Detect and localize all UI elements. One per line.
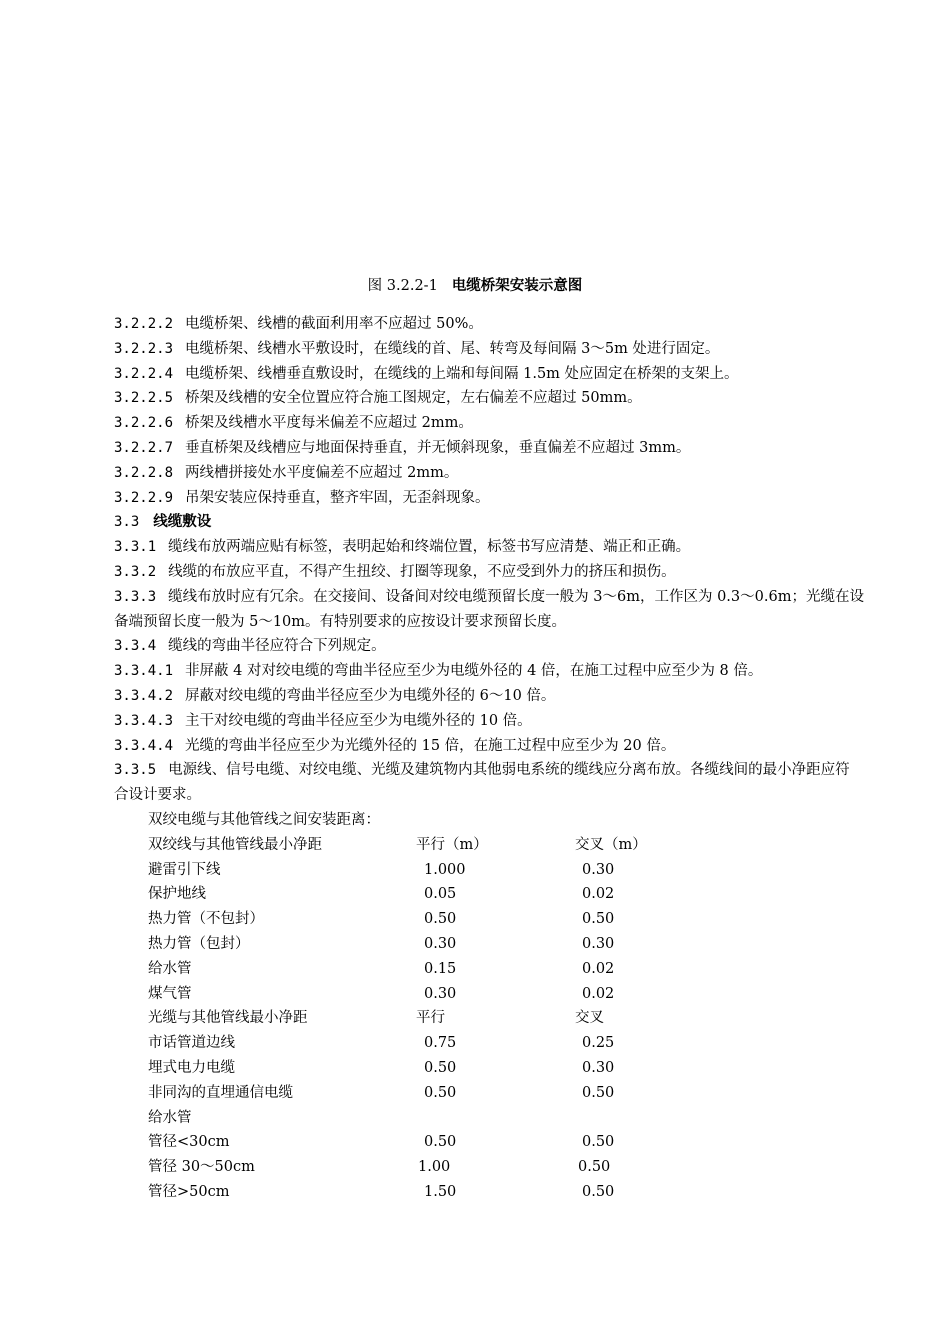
table-row — [148, 957, 864, 982]
clause-paragraph — [114, 758, 864, 808]
clause-text: 光缆的弯曲半径应至少为光缆外径的 15 倍，在施工过程中应至少为 20 倍。 — [185, 737, 676, 754]
table-cell-parallel: 0.30 — [424, 985, 457, 1002]
clause-number: 3.2.2.6 — [114, 415, 174, 432]
clause-number: 3.2.2.4 — [114, 365, 174, 382]
table-cell-parallel: 0.50 — [424, 1084, 457, 1101]
table-header-row — [148, 833, 864, 858]
table-row — [148, 932, 864, 957]
distance-table — [148, 808, 864, 1205]
clause-number: 3.3.4.3 — [114, 712, 174, 729]
paragraph-group-3-3 — [114, 535, 864, 808]
table-cell-parallel: 0.50 — [424, 911, 457, 928]
clause-number: 3.3.4.2 — [114, 687, 174, 704]
clause-number: 3.3.4 — [114, 638, 157, 655]
table-cell-cross: 0.50 — [582, 911, 615, 928]
clause-text: 缆线布放时应有冗余。在交接间、设备间对绞电缆预留长度一般为 3～6m，工作区为 0.3～0.6m；光缆在设备端预留长度一般为 5～10m。有特别要求的应按设计要求预留长度。 — [114, 588, 864, 630]
clause-text: 主干对绞电缆的弯曲半径应至少为电缆外径的 10 倍。 — [185, 712, 532, 729]
table-cell-item: 给水管 — [148, 960, 192, 977]
clause-number: 3.2.2.5 — [114, 390, 174, 407]
table-cell-parallel: 平行（m） — [416, 836, 488, 853]
table-cell-parallel: 0.50 — [424, 1059, 457, 1076]
table-row — [148, 882, 864, 907]
clause-text: 垂直桥架及线槽应与地面保持垂直，并无倾斜现象，垂直偏差不应超过 3mm。 — [185, 439, 691, 456]
table-cell-item: 双绞线与其他管线最小净距 — [148, 836, 322, 853]
table-cell-item: 市话管道边线 — [148, 1035, 235, 1052]
table-cell-parallel: 1.000 — [424, 861, 466, 878]
table-cell-parallel: 1.50 — [424, 1183, 457, 1200]
clause-paragraph — [114, 486, 864, 511]
clause-number: 3.3.1 — [114, 539, 157, 556]
table-cell-cross: 0.02 — [582, 960, 615, 977]
clause-paragraph — [114, 659, 864, 684]
clause-paragraph — [114, 362, 864, 387]
clause-text: 两线槽拼接处水平度偏差不应超过 2mm。 — [185, 464, 459, 481]
table-cell-item: 管径>50cm — [148, 1183, 230, 1200]
clause-paragraph — [114, 734, 864, 759]
distance-table-rows — [148, 833, 864, 1205]
table-cell-item: 非同沟的直埋通信电缆 — [148, 1084, 293, 1101]
clause-text: 电缆桥架、线槽水平敷设时，在缆线的首、尾、转弯及每间隔 3～5m 处进行固定。 — [185, 340, 720, 357]
clause-text: 非屏蔽 4 对对绞电缆的弯曲半径应至少为电缆外径的 4 倍，在施工过程中应至少为 8 倍。 — [185, 663, 763, 680]
clause-paragraph — [114, 634, 864, 659]
table-cell-item: 保护地线 — [148, 886, 206, 903]
clause-paragraph — [114, 709, 864, 734]
clause-paragraph — [114, 312, 864, 337]
table-cell-parallel: 0.75 — [424, 1035, 457, 1052]
clause-paragraph — [114, 585, 864, 635]
table-cell-parallel: 1.00 — [418, 1159, 451, 1176]
table-row — [148, 1031, 864, 1056]
table-cell-cross: 0.02 — [582, 985, 615, 1002]
table-cell-cross: 0.30 — [582, 935, 615, 952]
body-text — [114, 312, 864, 1205]
table-cell-cross: 0.50 — [582, 1084, 615, 1101]
table-cell-cross: 交叉（m） — [575, 836, 647, 853]
figure-caption — [0, 276, 950, 296]
clause-paragraph — [114, 461, 864, 486]
table-cell-parallel: 0.30 — [424, 935, 457, 952]
table-row — [148, 1056, 864, 1081]
clause-text: 缆线的弯曲半径应符合下列规定。 — [168, 638, 386, 655]
paragraph-group-3-2-2 — [114, 312, 864, 510]
table-cell-item: 避雷引下线 — [148, 861, 221, 878]
clause-number: 3.2.2.7 — [114, 439, 174, 456]
clause-number: 3.2.2.3 — [114, 340, 174, 357]
table-cell-cross: 0.02 — [582, 886, 615, 903]
table-row — [148, 1081, 864, 1106]
clause-paragraph — [114, 436, 864, 461]
section-title: 线缆敷设 — [153, 514, 212, 531]
clause-text: 屏蔽对绞电缆的弯曲半径应至少为电缆外径的 6～10 倍。 — [185, 687, 556, 704]
clause-paragraph — [114, 535, 864, 560]
clause-number: 3.2.2.2 — [114, 316, 174, 332]
table-cell-cross: 交叉 — [575, 1010, 604, 1027]
clause-paragraph — [114, 386, 864, 411]
clause-paragraph — [114, 560, 864, 585]
table-cell-item: 管径 30～50cm — [148, 1159, 255, 1176]
distance-table-intro: 双绞电缆与其他管线之间安装距离： — [148, 811, 380, 828]
table-row — [148, 1155, 864, 1180]
section-heading — [114, 510, 864, 535]
figure-title: 电缆桥架安装示意图 — [451, 278, 583, 294]
table-cell-parallel: 0.15 — [424, 960, 457, 977]
table-row — [148, 907, 864, 932]
clause-number: 3.2.2.8 — [114, 464, 174, 481]
clause-number: 3.3.5 — [114, 762, 157, 779]
figure-label: 图 3.2.2-1 — [367, 278, 438, 294]
table-cell-item: 煤气管 — [148, 985, 192, 1002]
clause-text: 缆线布放两端应贴有标签，表明起始和终端位置，标签书写应清楚、端正和正确。 — [168, 539, 691, 556]
table-cell-cross: 0.30 — [582, 861, 615, 878]
clause-text: 电缆桥架、线槽的截面利用率不应超过 50%。 — [185, 316, 483, 332]
table-cell-cross: 0.50 — [582, 1134, 615, 1151]
table-row — [148, 858, 864, 883]
table-cell-item: 管径<30cm — [148, 1134, 230, 1151]
table-cell-item: 光缆与其他管线最小净距 — [148, 1010, 308, 1027]
section-number: 3.3 — [114, 514, 140, 531]
clause-text: 桥架及线槽的安全位置应符合施工图规定，左右偏差不应超过 50mm。 — [185, 390, 642, 407]
table-row — [148, 982, 864, 1007]
table-row — [148, 1106, 864, 1131]
clause-text: 吊架安装应保持垂直，整齐牢固，无歪斜现象。 — [185, 489, 490, 506]
table-cell-cross: 0.50 — [578, 1159, 611, 1176]
clause-number: 3.3.4.4 — [114, 737, 174, 754]
clause-number: 3.3.3 — [114, 588, 157, 605]
clause-text: 电缆桥架、线槽垂直敷设时，在缆线的上端和每间隔 1.5m 处应固定在桥架的支架上。 — [185, 365, 739, 382]
clause-number: 3.3.2 — [114, 563, 157, 580]
table-cell-parallel: 0.50 — [424, 1134, 457, 1151]
table-cell-parallel: 平行 — [416, 1010, 445, 1027]
table-cell-cross: 0.25 — [582, 1035, 615, 1052]
table-header-row — [148, 1006, 864, 1031]
table-cell-item: 热力管（包封） — [148, 935, 250, 952]
table-row — [148, 1130, 864, 1155]
table-row — [148, 1180, 864, 1205]
clause-paragraph — [114, 411, 864, 436]
table-cell-parallel: 0.05 — [424, 886, 457, 903]
clause-text: 线缆的布放应平直，不得产生扭绞、打圈等现象，不应受到外力的挤压和损伤。 — [168, 563, 676, 580]
clause-number: 3.2.2.9 — [114, 489, 174, 506]
clause-number: 3.3.4.1 — [114, 663, 174, 680]
clause-text: 电源线、信号电缆、对绞电缆、光缆及建筑物内其他弱电系统的缆线应分离布放。各缆线间的最小净距应符合设计要求。 — [114, 762, 850, 804]
table-cell-cross: 0.30 — [582, 1059, 615, 1076]
table-cell-item: 给水管 — [148, 1109, 192, 1126]
clause-text: 桥架及线槽水平度每米偏差不应超过 2mm。 — [185, 415, 473, 432]
table-cell-cross: 0.50 — [582, 1183, 615, 1200]
clause-paragraph — [114, 684, 864, 709]
table-cell-item: 热力管（不包封） — [148, 911, 264, 928]
clause-paragraph — [114, 337, 864, 362]
table-cell-item: 埋式电力电缆 — [148, 1059, 235, 1076]
